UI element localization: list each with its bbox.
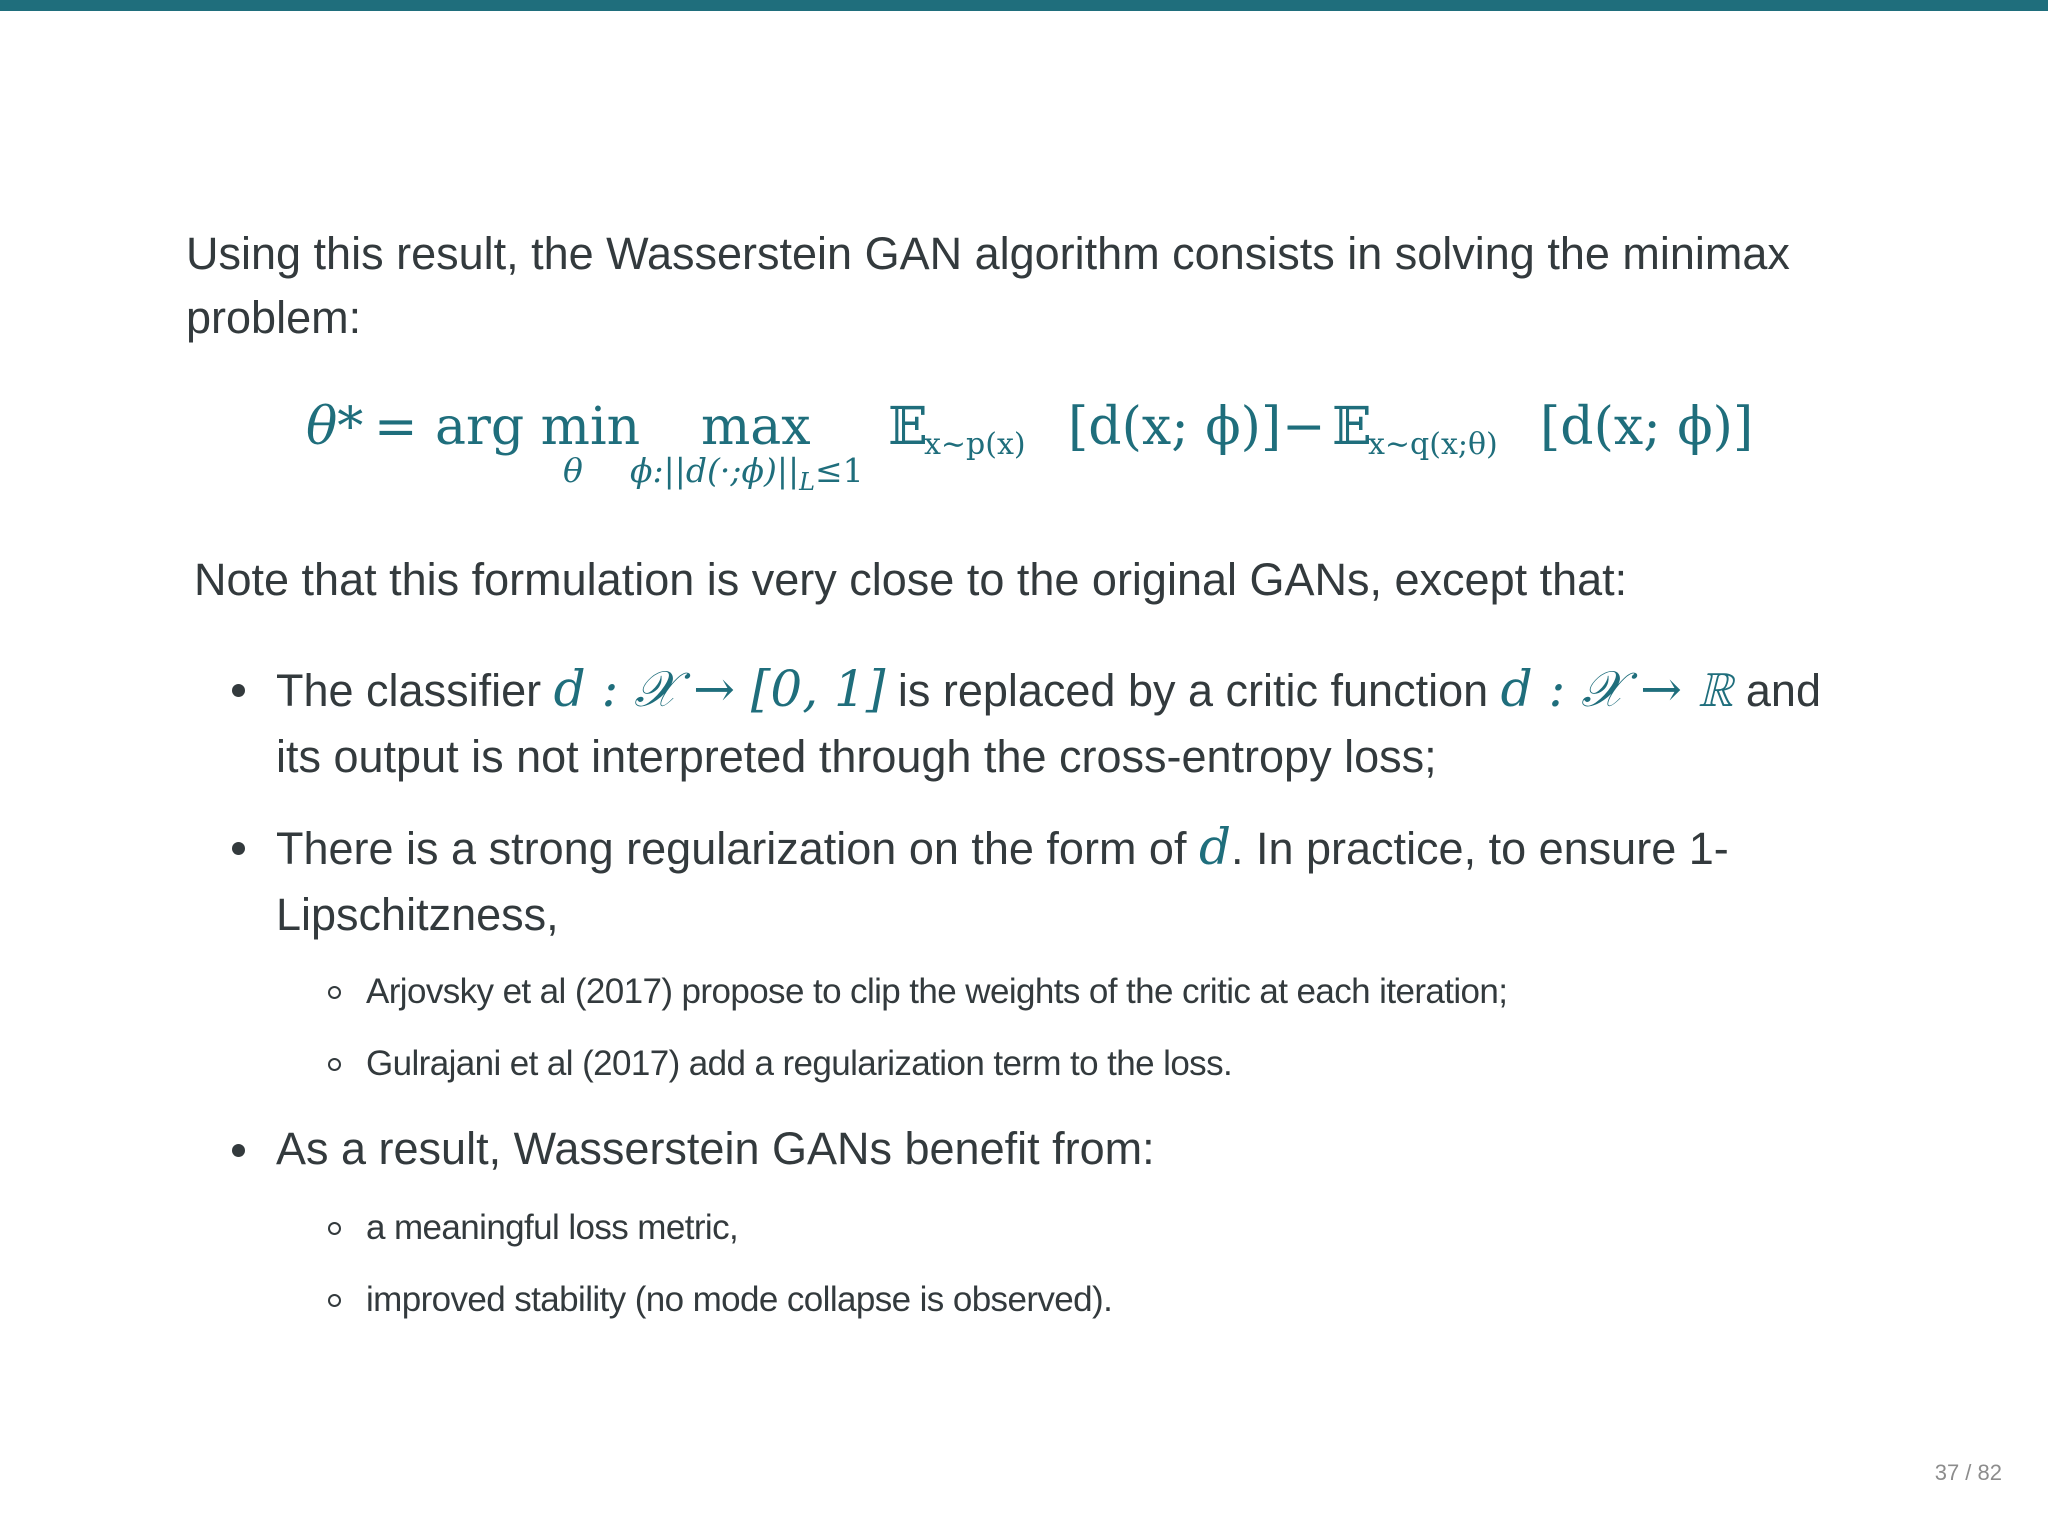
- intro-paragraph: Using this result, the Wasserstein GAN algorithm consists in solving the minimax problem:: [186, 228, 1790, 343]
- bullet-dot-3: [232, 1144, 245, 1157]
- bullet-item-regularization: There is a strong regularization on the form of d. In practice, to ensure 1-Lipschitzness,: [276, 818, 1729, 940]
- eq-equals: =: [374, 397, 418, 457]
- eq-expectation-p: 𝔼: [888, 397, 928, 457]
- sub-bullet-dot-1: [328, 986, 341, 999]
- math-critic: d : 𝒳 → ℝ: [1500, 660, 1734, 718]
- wgan-objective-equation: [300, 395, 1760, 505]
- eq-max: max: [701, 397, 811, 457]
- eq-max-subscript: $\phi:||d(\cdot;\phi)||_L\le 1$: [630, 451, 864, 496]
- bullet-dot-1: [232, 684, 245, 697]
- eq-minus: −: [1282, 397, 1326, 457]
- eq-term-fake: [d(x; ϕ)]: [1540, 397, 1754, 457]
- eq-argmin: arg min: [435, 397, 641, 457]
- eq-argmin-subscript: θ: [563, 451, 583, 490]
- sub-bullet-stability: improved stability (no mode collapse is observed).: [366, 1280, 1113, 1319]
- math-d: d: [1198, 818, 1231, 876]
- eq-term-real: [d(x; ϕ)]: [1068, 397, 1282, 457]
- sub-bullet-dot-2: [328, 1058, 341, 1071]
- eq-expectation-p-subscript: x∼p(x): [924, 427, 1026, 462]
- bullet-item-classifier: The classifier d : 𝒳 → [0, 1] is replaced by a critic function d : 𝒳 → ℝ and its output is not interpreted through the cross-entropy loss;: [276, 660, 1821, 782]
- eq-expectation-q: 𝔼: [1332, 397, 1372, 457]
- math-classifier: d : 𝒳 → [0, 1]: [553, 660, 886, 718]
- sub-bullet-arjovsky: Arjovsky et al (2017) propose to clip the weights of the critic at each iteration;: [366, 972, 1508, 1011]
- eq-theta-star: θ*: [306, 397, 364, 457]
- sub-bullet-dot-4: [328, 1294, 341, 1307]
- note-paragraph: Note that this formulation is very close to the original GANs, except that:: [194, 554, 1628, 605]
- page-number: 37 / 82: [1934, 1460, 2002, 1485]
- sub-bullet-dot-3: [328, 1222, 341, 1235]
- eq-expectation-q-subscript: x∼q(x;θ): [1368, 427, 1498, 462]
- bullet-item-benefits: As a result, Wasserstein GANs benefit from:: [276, 1123, 1155, 1174]
- sub-bullet-loss-metric: a meaningful loss metric,: [366, 1208, 739, 1247]
- bullet-dot-2: [232, 842, 245, 855]
- sub-bullet-gulrajani: Gulrajani et al (2017) add a regularization term to the loss.: [366, 1044, 1233, 1083]
